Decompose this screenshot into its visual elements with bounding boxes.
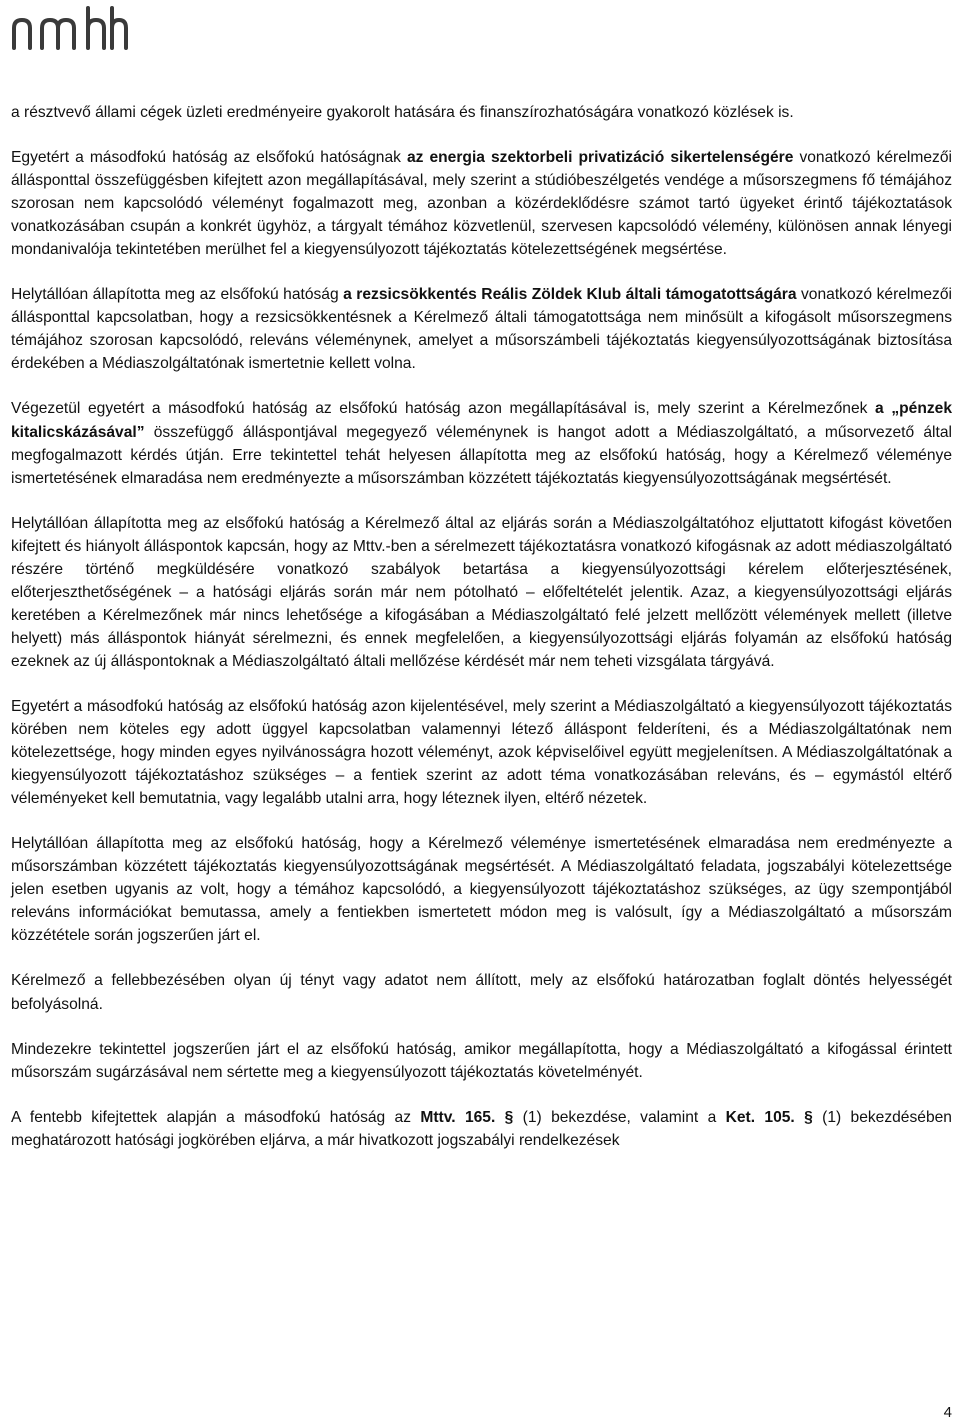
emphasized-text: § [504, 1108, 514, 1126]
text-segment: összefüggő álláspontjával megegyező véleménynek is hangot adott a Médiaszolgáltató, a műsorvezető által megfogalmazott kérdés útján. Erre tekintettel tehát helyesen állapította meg az elsőfokú hatóság, hogy a Kérelmező véleménye ismertetésének elmaradása nem eredményezte a műsorszámban közzétett tájékoztatás kiegyensúlyozottságának megsértését. [11, 423, 952, 487]
text-segment [795, 1109, 804, 1126]
paragraph [11, 146, 952, 261]
page-number: 4 [943, 1404, 952, 1421]
emphasized-text: Ket. 105. [725, 1108, 795, 1126]
paragraph [11, 1106, 952, 1152]
paragraph [11, 397, 952, 489]
text-segment: Helytállóan állapította meg az elsőfokú hatóság a Kérelmező által az eljárás során a Médiaszolgáltatóhoz eljuttatott kifogást követően kifejtett és hiányolt álláspontok kapcsán, hogy az Mttv.-ben a sérelmezett tájékoztatásra vonatkozó kifogásnak az adott médiaszolgáltató részére történő megküldésére vonatkozó szabályok betartása a kiegyensúlyozottsági kérelem előterjesztésének, előterjeszthetőségének – a hatósági eljárás során már nem pótolható – előfeltételét jelentik. Azaz, a kiegyensúlyozottsági eljárás keretében a Kérelmezőnek már nincs lehetősége a kifogásában a Médiaszolgáltató felé jelzett mellőzött vélemények mellett (illetve helyett) más álláspontok hiányát sérelmezni, és ennek megfelelően, a kiegyensúlyozottsági eljárás folyamán az elsőfokú hatóság ezeknek az új álláspontoknak a Médiaszolgáltató általi mellőzése kérdését már nem teheti vizsgálata tárgyává. [11, 514, 952, 670]
text-segment: Helytállóan állapította meg az elsőfokú hatóság [11, 286, 344, 304]
emphasized-text: az energia szektorbeli privatizáció sikertelenségére [406, 149, 794, 167]
paragraph [11, 283, 952, 375]
text-segment: Helytállóan állapította meg az elsőfokú hatóság, hogy a Kérelmező véleménye ismertetésének elmaradása nem eredményezte a műsorszámban közzétett tájékoztatás kiegyensúlyozottságának megsértését. A Médiaszolgáltató feladata, jogszabályi kötelezettsége jelen esetben ugyanis az volt, hogy a témához kapcsolódó, a kiegyensúlyozott tájékoztatáshoz szükséges, az ügy szempontjából releváns információkat bemutassa, amely a fentiekben ismertetett módon meg is valósult, így a Médiaszolgáltató a műsorszám közzététele során jogszerűen járt el. [11, 835, 952, 945]
text-segment: Egyetért a másodfokú hatóság az elsőfokú hatóságnak [11, 149, 407, 167]
text-segment: vonatkozó kérelmezői állásponttal kapcsolatban, hogy a rezsicsökkentésnek a Kérelmező általi támogatottsága nem minősült a kifogásolt műsorszegmens témájához szorosan kapcsolódó, releváns véleménynek, amelyet a műsorszámbeli tájékoztatás kiegyensúlyozottságának biztosítása érdekében a Médiaszolgáltatónak ismertetnie kellett volna. [11, 286, 952, 373]
paragraph [11, 512, 952, 673]
text-segment: A fentebb kifejtettek alapján a másodfokú hatóság az [11, 1108, 421, 1126]
text-segment: vonatkozó kérelmezői állásponttal összefüggésben kifejtett azon megállapításával, mely szerint a stúdióbeszélgetés vendége a műsorszegmens fő témájához szorosan nem kapcsolódó véleményt fogalmazott meg, azonban a közérdeklődésre számot tartó ügyeket érintő tájékoztatások vonatkozásában csupán a konkrét ügyhöz, a tárgyalt témához közvetlenül, szervesen kapcsolódó vélemény, különösen annak lényegi mondanivalója tekintetében merülhet fel a kiegyensúlyozott tájékoztatás kötelezettségének megsértése. [11, 149, 952, 259]
emphasized-text: Mttv. 165. [420, 1108, 496, 1126]
text-segment: Végezetül egyetért a másodfokú hatóság az elsőfokú hatóság azon megállapításával is, mely szerint a Kérelmezőnek [11, 400, 876, 418]
text-segment: Mindezekre tekintettel jogszerűen járt el az elsőfokú hatóság, amikor megállapította, hogy a Médiaszolgáltató a kifogással érintett műsorszám sugárzásával nem sértette meg a kiegyensúlyozott tájékoztatás követelményét. [11, 1040, 952, 1081]
emphasized-text: a „pénzek kitalicskázásával” [11, 400, 952, 441]
text-segment [495, 1109, 504, 1126]
emphasized-text: § [804, 1108, 813, 1126]
paragraph [11, 101, 952, 124]
document-body [11, 101, 952, 1152]
paragraph [11, 1038, 952, 1084]
emphasized-text: a rezsicsökkentés Reális Zöldek Klub általi támogatottságára [343, 286, 797, 304]
nmhh-logo [8, 4, 132, 52]
text-segment: Kérelmező a fellebbezésében olyan új tényt vagy adatot nem állított, mely az elsőfokú határozatban foglalt döntés helyességét befolyásolná. [11, 972, 952, 1013]
nmhh-logo-icon [8, 4, 132, 52]
text-segment: Egyetért a másodfokú hatóság az elsőfokú hatóság azon kijelentésével, mely szerint a Médiaszolgáltató a kiegyensúlyozott tájékoztatás körében nem köteles egy adott üggyel kapcsolatban valamennyi létező álláspont felderíteni, és a Médiaszolgáltatónak nem kötelezettsége, hogy minden egyes nyilvánosságra hozott véleményt, azok képviselőivel együtt megjelenítsen. A Médiaszolgáltatónak a kiegyensúlyozott tájékoztatáshoz szükséges – a fentiek szerint az adott téma vonatkozásában releváns, és – egymástól eltérő véleményeket kell bemutatnia, vagy legalább utalni arra, hogy léteznek ilyen, eltérő nézetek. [11, 697, 952, 808]
paragraph [11, 969, 952, 1015]
text-segment: (1) bekezdésében meghatározott hatósági jogkörében eljárva, a már hivatkozott jogszabályi rendelkezések [11, 1108, 952, 1149]
paragraph [11, 832, 952, 947]
text-segment: a résztvevő állami cégek üzleti eredményeire gyakorolt hatására és finanszírozhatóságára vonatkozó közlések is. [11, 104, 794, 121]
text-segment: (1) bekezdése, valamint a [513, 1108, 726, 1126]
paragraph [11, 695, 952, 810]
